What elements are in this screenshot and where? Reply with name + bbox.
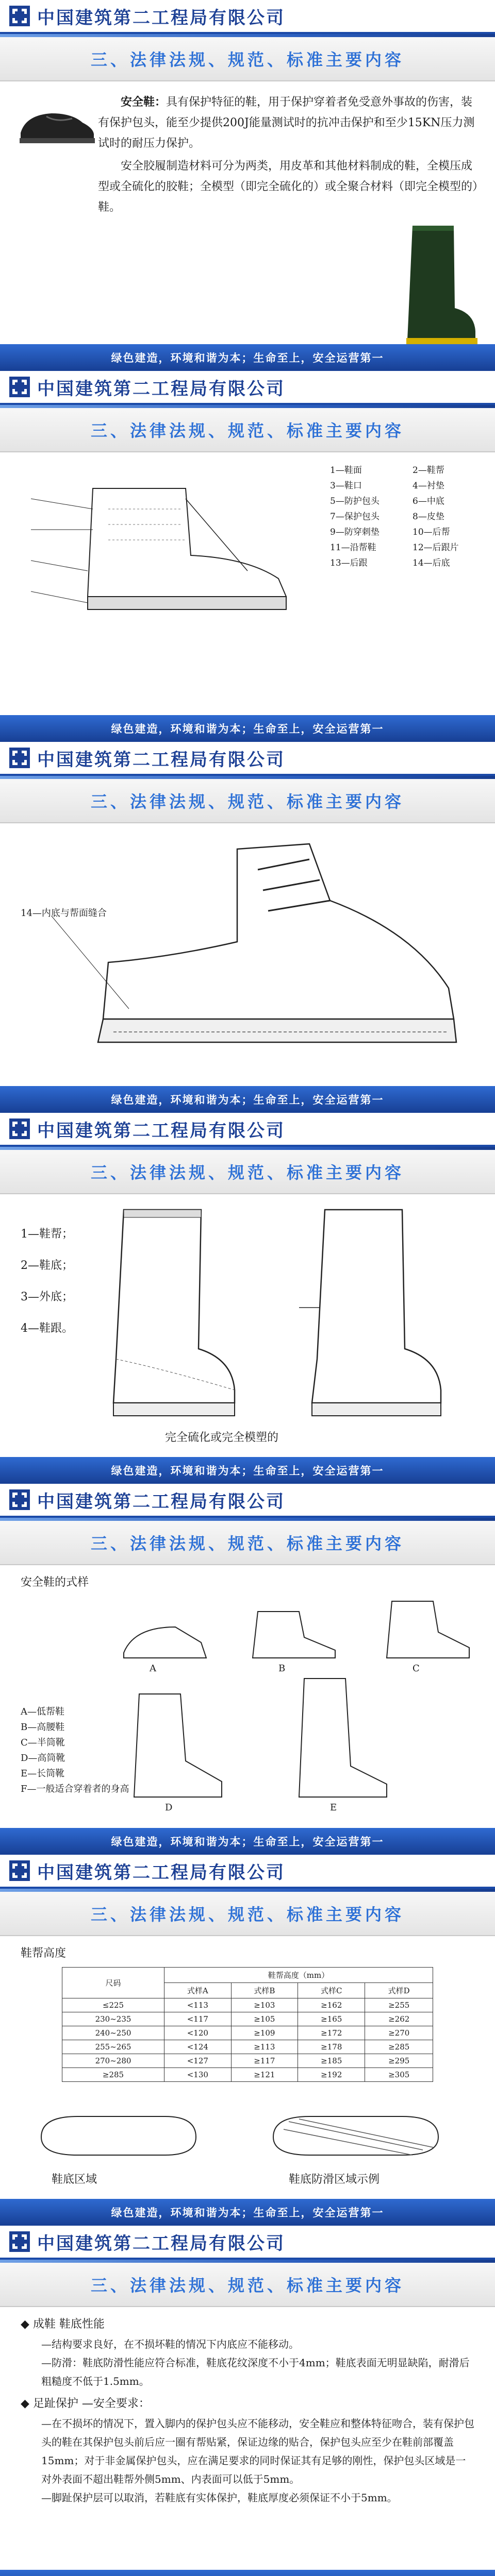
footer-slogan: 绿色建造，环境和谐为本；生命至上，安全运营第一 [111, 723, 384, 735]
slide-5 [0, 1484, 495, 1855]
slide-footer [0, 2570, 495, 2576]
sole-area-diagram [31, 2106, 454, 2163]
slide-header [0, 371, 495, 405]
table-header: 式样B [231, 1983, 298, 1998]
boot-part-label: 8—皮垫 [412, 512, 444, 522]
boot-part-label: 5—防护包头 [330, 496, 380, 506]
slide-footer [0, 1086, 495, 1113]
table-cell: <117 [164, 2012, 232, 2026]
slide-body [0, 452, 495, 715]
safety-shoe-definition [98, 92, 480, 218]
requirement-item: —结构要求良好，在不损坏鞋的情况下内底应不能移动。 [41, 2338, 299, 2350]
slide-header [0, 1484, 495, 1518]
table-cell: <124 [164, 2040, 232, 2054]
bullet-title: ◆ 足趾保护 —安全要求： [21, 2397, 150, 2410]
sole-area-label: 鞋底区域 [52, 2173, 97, 2186]
table-row [62, 2068, 433, 2082]
styles-heading: 安全鞋的式样 [21, 1576, 89, 1589]
section-title-bar [0, 37, 495, 81]
style-letter: C [412, 1663, 420, 1674]
table-row [62, 1998, 433, 2012]
slide-header [0, 2226, 495, 2260]
table-header: 鞋帮高度（mm） [164, 1968, 433, 1983]
slide-footer [0, 344, 495, 371]
table-cell: 255~265 [62, 2040, 164, 2054]
sole-performance-section [21, 2314, 474, 2507]
table-cell: ≥165 [298, 2012, 365, 2026]
table-row [62, 2026, 433, 2040]
style-letter: A [150, 1663, 156, 1674]
shoe-type-label: D—高筒靴 [21, 1753, 65, 1764]
boot-structure-diagram [31, 468, 320, 633]
section-title-bar [0, 779, 495, 823]
slide-1 [0, 0, 495, 371]
style-letter: D [165, 1802, 173, 1813]
company-logo-icon [8, 747, 31, 769]
rubber-boot-image [397, 221, 480, 349]
company-logo-icon [8, 5, 31, 27]
style-type-list [21, 1704, 129, 1797]
boot-part-label: 4—鞋跟。 [21, 1322, 73, 1335]
section-title: 三、法律法规、规范、标准主要内容 [90, 1534, 404, 1553]
table-row [62, 2012, 433, 2026]
bullet-title-text: 成鞋 鞋底性能 [32, 2318, 105, 2331]
section-title: 三、法律法规、规范、标准主要内容 [90, 50, 404, 70]
table-cell: ≥117 [231, 2054, 298, 2068]
table-cell: <120 [164, 2026, 232, 2040]
table-cell: ≥185 [298, 2054, 365, 2068]
slide-4 [0, 1113, 495, 1484]
table-cell: <127 [164, 2054, 232, 2068]
company-name: 中国建筑第二工程局有限公司 [37, 2233, 285, 2254]
section-title-bar [0, 2263, 495, 2307]
company-logo-icon [8, 376, 31, 398]
table-cell: <130 [164, 2068, 232, 2082]
table-cell: 270~280 [62, 2054, 164, 2068]
table-cell: ≥103 [231, 1998, 298, 2012]
table-cell: <113 [164, 1998, 232, 2012]
boot-part-label: 14—后底 [412, 558, 450, 568]
shoe-type-label: B—高腰鞋 [21, 1722, 65, 1733]
table-cell: ≥109 [231, 2026, 298, 2040]
molded-caption: 完全硫化或完全模塑的 [165, 1431, 279, 1444]
shoe-type-label: A—低帮鞋 [21, 1706, 64, 1717]
table-cell: ≥172 [298, 2026, 365, 2040]
sole-antislip-label: 鞋底防滑区域示例 [289, 2173, 380, 2186]
shoe-type-label: C—半筒靴 [21, 1737, 65, 1748]
slide-6 [0, 1855, 495, 2226]
leather-shoe-image [15, 102, 98, 148]
definition-lead: 安全鞋： [121, 95, 167, 109]
boot-part-label: 9—防穿刺垫 [330, 527, 380, 537]
slide-7 [0, 2226, 495, 2576]
slide-3 [0, 742, 495, 1113]
table-cell: ≥192 [298, 2068, 365, 2082]
company-name: 中国建筑第二工程局有限公司 [37, 749, 285, 770]
boot-part-label: 1—鞋帮； [21, 1228, 73, 1241]
slide-body [0, 823, 495, 1086]
section-title: 三、法律法规、规范、标准主要内容 [90, 421, 404, 440]
table-cell: ≥262 [365, 2012, 433, 2026]
slide-body [0, 2307, 495, 2570]
company-name: 中国建筑第二工程局有限公司 [37, 1862, 285, 1883]
table-header: 尺码 [62, 1968, 164, 1998]
boot-part-label: 12—后跟片 [412, 543, 459, 553]
table-cell: ≥178 [298, 2040, 365, 2054]
table-cell: ≥305 [365, 2068, 433, 2082]
shoe-styles-diagram [113, 1596, 474, 1812]
boot-part-label: 3—外底； [21, 1291, 73, 1303]
slide-header [0, 1855, 495, 1889]
requirement-item: —脚趾保护层可以取消，若鞋底有实体保护，鞋底厚度必须保证不小于5mm。 [41, 2492, 398, 2504]
material-text: 安全胶履制造材料可分为两类，用皮革和其他材料制成的鞋，全模压成型或全硫化的胶鞋；全模型（即完全硫化的）或全聚合材料（即完全模型的）鞋。 [98, 160, 478, 214]
table-cell: 240~250 [62, 2026, 164, 2040]
definition-text: 具有保护特征的鞋，用于保护穿着者免受意外事故的伤害，装有保护包头，能至少提供200J能量测试时的抗冲击保护和至少15KN压力测试时的耐压力保护。 [98, 96, 475, 150]
slide-body [0, 81, 495, 344]
table-cell: ≥105 [231, 2012, 298, 2026]
molded-boot-diagram [103, 1205, 237, 1421]
footer-slogan: 绿色建造，环境和谐为本；生命至上，安全运营第一 [111, 2207, 384, 2219]
boot-part-label: 4—衬垫 [412, 481, 444, 491]
table-cell: ≤225 [62, 1998, 164, 2012]
company-name: 中国建筑第二工程局有限公司 [37, 1120, 285, 1141]
slide-2 [0, 371, 495, 742]
part-list-right [412, 463, 490, 571]
boot-part-label: 11—沿帮鞋 [330, 543, 376, 553]
section-title-bar [0, 1892, 495, 1936]
bullet-title: ◆ 成鞋 鞋底性能 [21, 2318, 105, 2331]
shoe-type-label: E—长筒靴 [21, 1768, 65, 1779]
section-title: 三、法律法规、规范、标准主要内容 [90, 792, 404, 811]
table-cell: ≥162 [298, 1998, 365, 2012]
stitch-label: 14—内底与帮面缝合 [21, 908, 107, 919]
section-title-bar [0, 1521, 495, 1565]
slide-body [0, 1565, 495, 1828]
requirement-item: —防滑：鞋底防滑性能应符合标准，鞋底花纹深度不小于4mm；鞋底表面无明显缺陷，耐滑后粗糙度不低于1.5mm。 [41, 2357, 470, 2387]
footer-slogan: 绿色建造，环境和谐为本；生命至上，安全运营第一 [111, 1094, 384, 1106]
molded-boot-diagram-2 [289, 1205, 443, 1421]
boot-part-label: 3—鞋口 [330, 481, 362, 491]
table-cell: ≥121 [231, 2068, 298, 2082]
company-name: 中国建筑第二工程局有限公司 [37, 7, 285, 28]
boot-part-label: 2—鞋底； [21, 1259, 73, 1272]
company-name: 中国建筑第二工程局有限公司 [37, 1491, 285, 1512]
slide-header [0, 0, 495, 34]
boot-part-label: 7—保护包头 [330, 512, 380, 522]
shoe-type-label: F—一般适合穿着者的身高 [21, 1784, 129, 1794]
boot-part-label: 6—中底 [412, 496, 444, 506]
slide-footer [0, 1457, 495, 1484]
slide-footer [0, 1828, 495, 1855]
bullet-title-text: 足趾保护 —安全要求： [32, 2397, 150, 2410]
table-cell: ≥270 [365, 2026, 433, 2040]
style-letter: E [330, 1802, 337, 1813]
boot-part-label: 2—鞋帮 [412, 465, 444, 476]
company-logo-icon [8, 1859, 31, 1882]
slide-body [0, 1194, 495, 1457]
footer-slogan: 绿色建造，环境和谐为本；生命至上，安全运营第一 [111, 352, 384, 364]
table-cell: ≥255 [365, 1998, 433, 2012]
part-list-left [330, 463, 407, 571]
slide-footer [0, 715, 495, 742]
boot-part-label: 1—鞋面 [330, 465, 362, 476]
table-row [62, 2040, 433, 2054]
table-cell: ≥285 [365, 2040, 433, 2054]
section-title-bar [0, 1150, 495, 1194]
section-title-bar [0, 408, 495, 452]
table-header: 式样A [164, 1983, 232, 1998]
table-cell: ≥113 [231, 2040, 298, 2054]
section-title: 三、法律法规、规范、标准主要内容 [90, 1905, 404, 1924]
upper-height-table [62, 1967, 433, 2082]
boot-cross-section-diagram [41, 839, 464, 1071]
company-name: 中国建筑第二工程局有限公司 [37, 378, 285, 399]
part-labels [21, 1225, 73, 1351]
style-letter: B [278, 1663, 286, 1674]
slide-header [0, 742, 495, 776]
table-cell: 230~235 [62, 2012, 164, 2026]
slide-footer [0, 2199, 495, 2226]
company-logo-icon [8, 1117, 31, 1140]
requirement-item: —在不损坏的情况下，置入脚内的保护包头应不能移动，安全鞋应和整体特征吻合，装有保护包头的鞋在其保护包头前后应一圈有帮贴紧，保证边缘的贴合，保护包头应至少在鞋前部覆盖15mm；对于非金属保护包头，应在满足要求的同时保证其有足够的刚性，保护包头区域是一对外表面不超出鞋帮外侧5mm、内表面可以低于5mm。 [41, 2417, 474, 2485]
company-logo-icon [8, 2230, 31, 2253]
boot-part-label: 10—后帮 [412, 527, 450, 537]
table-cell: ≥295 [365, 2054, 433, 2068]
boot-part-label: 13—后跟 [330, 558, 368, 568]
slide-header [0, 1113, 495, 1147]
section-title: 三、法律法规、规范、标准主要内容 [90, 2276, 404, 2295]
section-title: 三、法律法规、规范、标准主要内容 [90, 1163, 404, 1182]
table-cell: ≥285 [62, 2068, 164, 2082]
footer-slogan: 绿色建造，环境和谐为本；生命至上，安全运营第一 [111, 1465, 384, 1477]
table-row [62, 2054, 433, 2068]
table-header: 式样D [365, 1983, 433, 1998]
table-header: 式样C [298, 1983, 365, 1998]
footer-slogan: 绿色建造，环境和谐为本；生命至上，安全运营第一 [111, 1836, 384, 1848]
upper-height-heading: 鞋帮高度 [21, 1947, 67, 1960]
slide-body [0, 1936, 495, 2199]
company-logo-icon [8, 1488, 31, 1511]
